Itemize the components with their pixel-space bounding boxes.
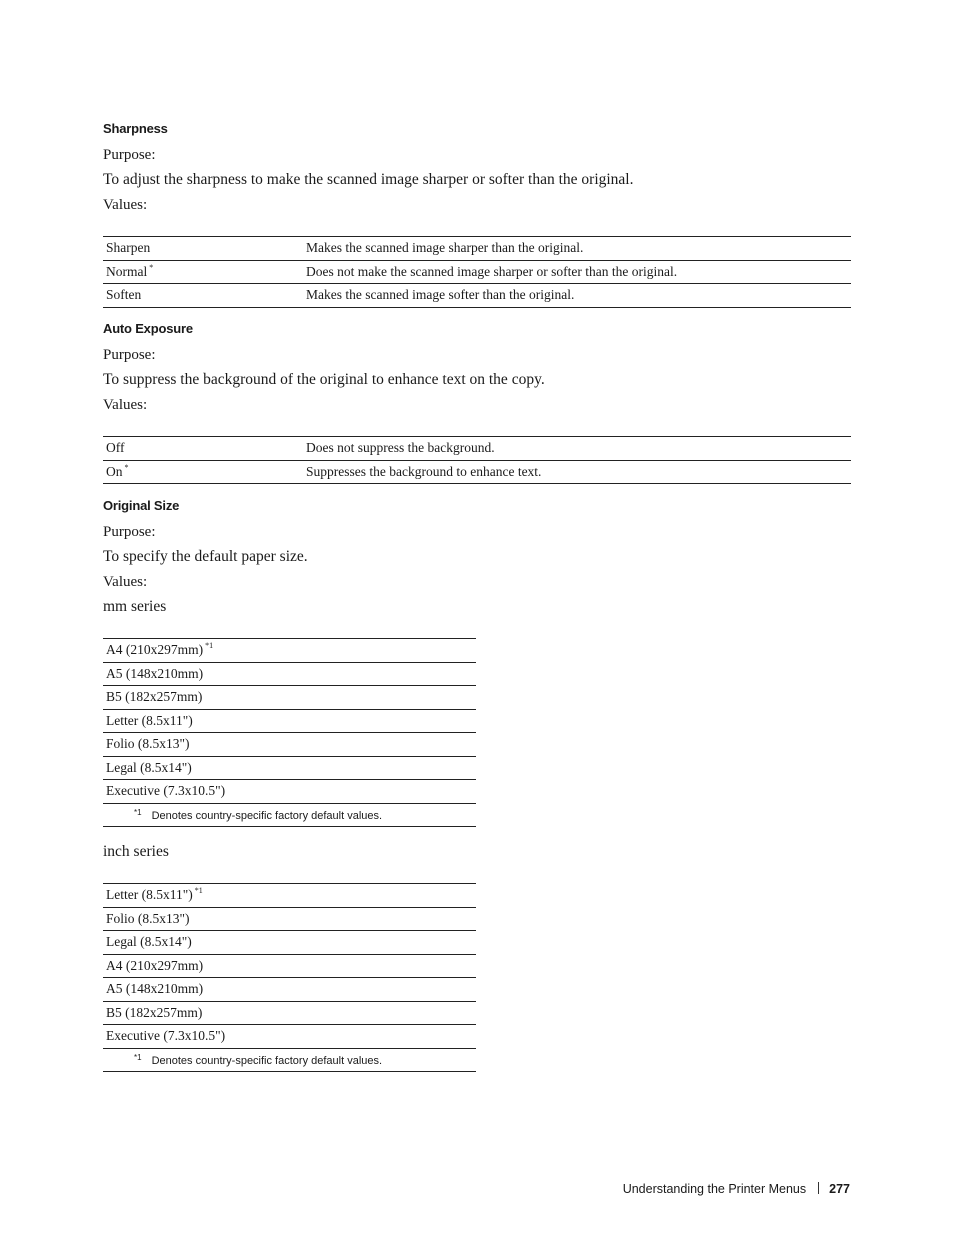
purpose-text: To suppress the background of the original to enhance text on the copy. (103, 371, 545, 388)
footnote-mark: *1 (134, 807, 142, 817)
table-row (103, 978, 476, 1002)
table-row (103, 884, 476, 908)
value-name: Legal (8.5x14") (106, 934, 192, 950)
value-name: On (106, 463, 123, 479)
value-name: Folio (8.5x13") (106, 736, 190, 752)
purpose-label: Purpose: (103, 347, 156, 363)
default-mark: *1 (205, 641, 214, 651)
default-mark: * (124, 462, 129, 472)
section-heading-original-size: Original Size (103, 498, 180, 513)
table-row (103, 284, 851, 308)
footer-chapter-title: Understanding the Printer Menus (622, 1182, 807, 1196)
section-heading-auto-exposure: Auto Exposure (103, 321, 193, 336)
value-name: A4 (210x297mm) (106, 642, 204, 658)
table-row (103, 907, 476, 931)
page-number: 277 (829, 1182, 850, 1196)
value-name: B5 (182x257mm) (106, 1004, 203, 1020)
value-name: Off (106, 440, 125, 456)
table-row (103, 437, 851, 461)
value-description: Makes the scanned image softer than the original. (303, 284, 851, 308)
table-row (103, 756, 476, 780)
value-name: Letter (8.5x11") (106, 712, 193, 728)
page-footer (623, 1181, 850, 1197)
values-label: Values: (103, 397, 148, 413)
table-row (103, 460, 851, 484)
auto-exposure-values-table (103, 436, 851, 484)
table-row (103, 1025, 476, 1049)
table-footnote-row (103, 803, 476, 827)
mm-series-table (103, 638, 476, 827)
footnote-mark: *1 (134, 1052, 142, 1062)
purpose-text: To specify the default paper size. (103, 548, 308, 565)
sharpness-values-table (103, 236, 851, 308)
table-row (103, 237, 851, 261)
value-name: Folio (8.5x13") (106, 910, 190, 926)
value-name: Legal (8.5x14") (106, 759, 192, 775)
value-description: Does not make the scanned image sharper or softer than the original. (303, 260, 851, 284)
values-label: Values: (103, 197, 148, 213)
table-row (103, 662, 476, 686)
purpose-label: Purpose: (103, 524, 156, 540)
footnote-text: Denotes country-specific factory default values. (151, 809, 383, 822)
mm-series-label: mm series (103, 598, 167, 615)
inch-series-table (103, 883, 476, 1072)
table-row (103, 709, 476, 733)
value-name: Executive (7.3x10.5") (106, 783, 226, 799)
table-footnote-row (103, 1048, 476, 1072)
default-mark: * (149, 262, 154, 272)
value-name: A4 (210x297mm) (106, 957, 204, 973)
section-heading-sharpness: Sharpness (103, 121, 168, 136)
value-name: A5 (148x210mm) (106, 665, 204, 681)
table-row (103, 260, 851, 284)
values-label: Values: (103, 574, 148, 590)
value-description: Makes the scanned image sharper than the original. (303, 237, 851, 261)
purpose-text: To adjust the sharpness to make the scanned image sharper or softer than the original. (103, 171, 634, 188)
table-row (103, 686, 476, 710)
table-row (103, 733, 476, 757)
value-name: Sharpen (106, 240, 151, 256)
inch-series-label: inch series (103, 843, 169, 860)
default-mark: *1 (194, 886, 203, 896)
table-row (103, 780, 476, 804)
value-description: Does not suppress the background. (303, 437, 851, 461)
value-name: Letter (8.5x11") (106, 887, 193, 903)
table-row (103, 639, 476, 663)
footer-divider (818, 1182, 819, 1194)
value-name: B5 (182x257mm) (106, 689, 203, 705)
table-row (103, 1001, 476, 1025)
value-name: Executive (7.3x10.5") (106, 1028, 226, 1044)
table-row (103, 954, 476, 978)
value-description: Suppresses the background to enhance text. (303, 460, 851, 484)
value-name: Soften (106, 287, 142, 303)
value-name: A5 (148x210mm) (106, 981, 204, 997)
purpose-label: Purpose: (103, 147, 156, 163)
value-name: Normal (106, 263, 148, 279)
table-row (103, 931, 476, 955)
footnote-text: Denotes country-specific factory default values. (151, 1054, 383, 1067)
